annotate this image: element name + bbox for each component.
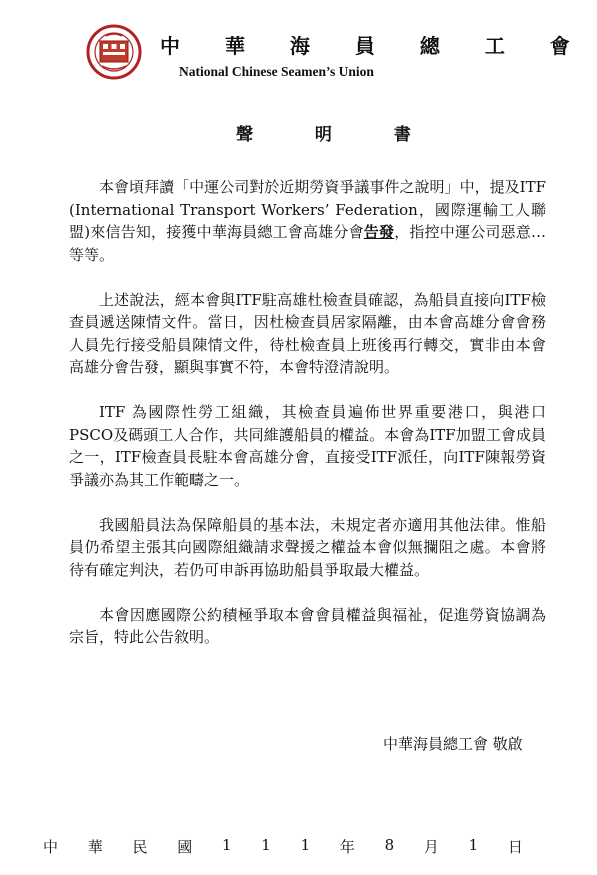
paragraph-4: 我國船員法為保障船員的基本法，未規定者亦適用其他法律。惟船員仍希望主張其向國際組織請求聲援之權益本會似無攔阻之處。本會將待有確定判決，若仍可申訴再協助船員爭取最大權益。 bbox=[69, 515, 546, 579]
paragraph-2: 上述說法，經本會與ITF駐高雄杜檢查員確認，為船員直接向ITF檢查員遞送陳情文件。當日，因杜檢查員居家隔離，由本會高雄分會會務人員先行接受船員陳情文件，待杜檢查員上班後再行轉交，實非由本會高雄分會告發，顯與事實不符，本會特澄清說明。 bbox=[69, 290, 546, 376]
paragraph-1-before: 本會頃拜讀「中運公司對於近期勞資爭議事件之說明」中，提及ITF (International Transport Workers’ Federation，國際運輸工人聯盟)來信告知，接獲中華海員總工會高雄分會 bbox=[69, 178, 546, 241]
org-name-zh: 中 華 海 員 總 工 會 bbox=[160, 34, 589, 58]
date-char: 民 bbox=[132, 838, 148, 856]
date-char: 1 bbox=[261, 836, 271, 854]
paragraph-3: ITF 為國際性勞工組織，其檢查員遍佈世界重要港口，與港口PSCO及碼頭工人合作，共同維護船員的權益。本會為ITF加盟工會成員之一，ITF檢查員長駐本會高雄分會，直接受ITF派任，向ITF陳報勞資爭議亦為其工作範疇之一。 bbox=[69, 403, 546, 489]
union-seal-logo bbox=[86, 24, 142, 80]
date-char: 月 bbox=[423, 838, 439, 856]
date-line bbox=[43, 836, 523, 857]
date-char: 華 bbox=[87, 838, 103, 856]
date-char: 8 bbox=[384, 836, 395, 854]
date-char: 國 bbox=[177, 838, 193, 856]
date-char: 1 bbox=[222, 836, 232, 854]
paragraph-5: 本會因應國際公約積極爭取本會會員權益與福祉，促進勞資協調為宗旨，特此公告敘明。 bbox=[69, 605, 546, 646]
paragraph-1 bbox=[69, 176, 546, 266]
document-title: 聲 明 書 bbox=[236, 125, 439, 145]
date-char: 日 bbox=[507, 838, 523, 856]
paragraph-1-after: ，指控中運公司惡意…等等。 bbox=[69, 223, 546, 264]
org-name-en: National Chinese Seamen’s Union bbox=[179, 64, 374, 79]
signature: 中華海員總工會 敬啟 bbox=[383, 735, 523, 753]
statement-body bbox=[69, 176, 546, 649]
date-char: 中 bbox=[43, 838, 59, 856]
date-char: 1 bbox=[468, 836, 479, 854]
date-char: 年 bbox=[339, 838, 355, 856]
paragraph-1-emphasis: 告發 bbox=[363, 223, 395, 241]
date-char: 1 bbox=[300, 836, 311, 854]
